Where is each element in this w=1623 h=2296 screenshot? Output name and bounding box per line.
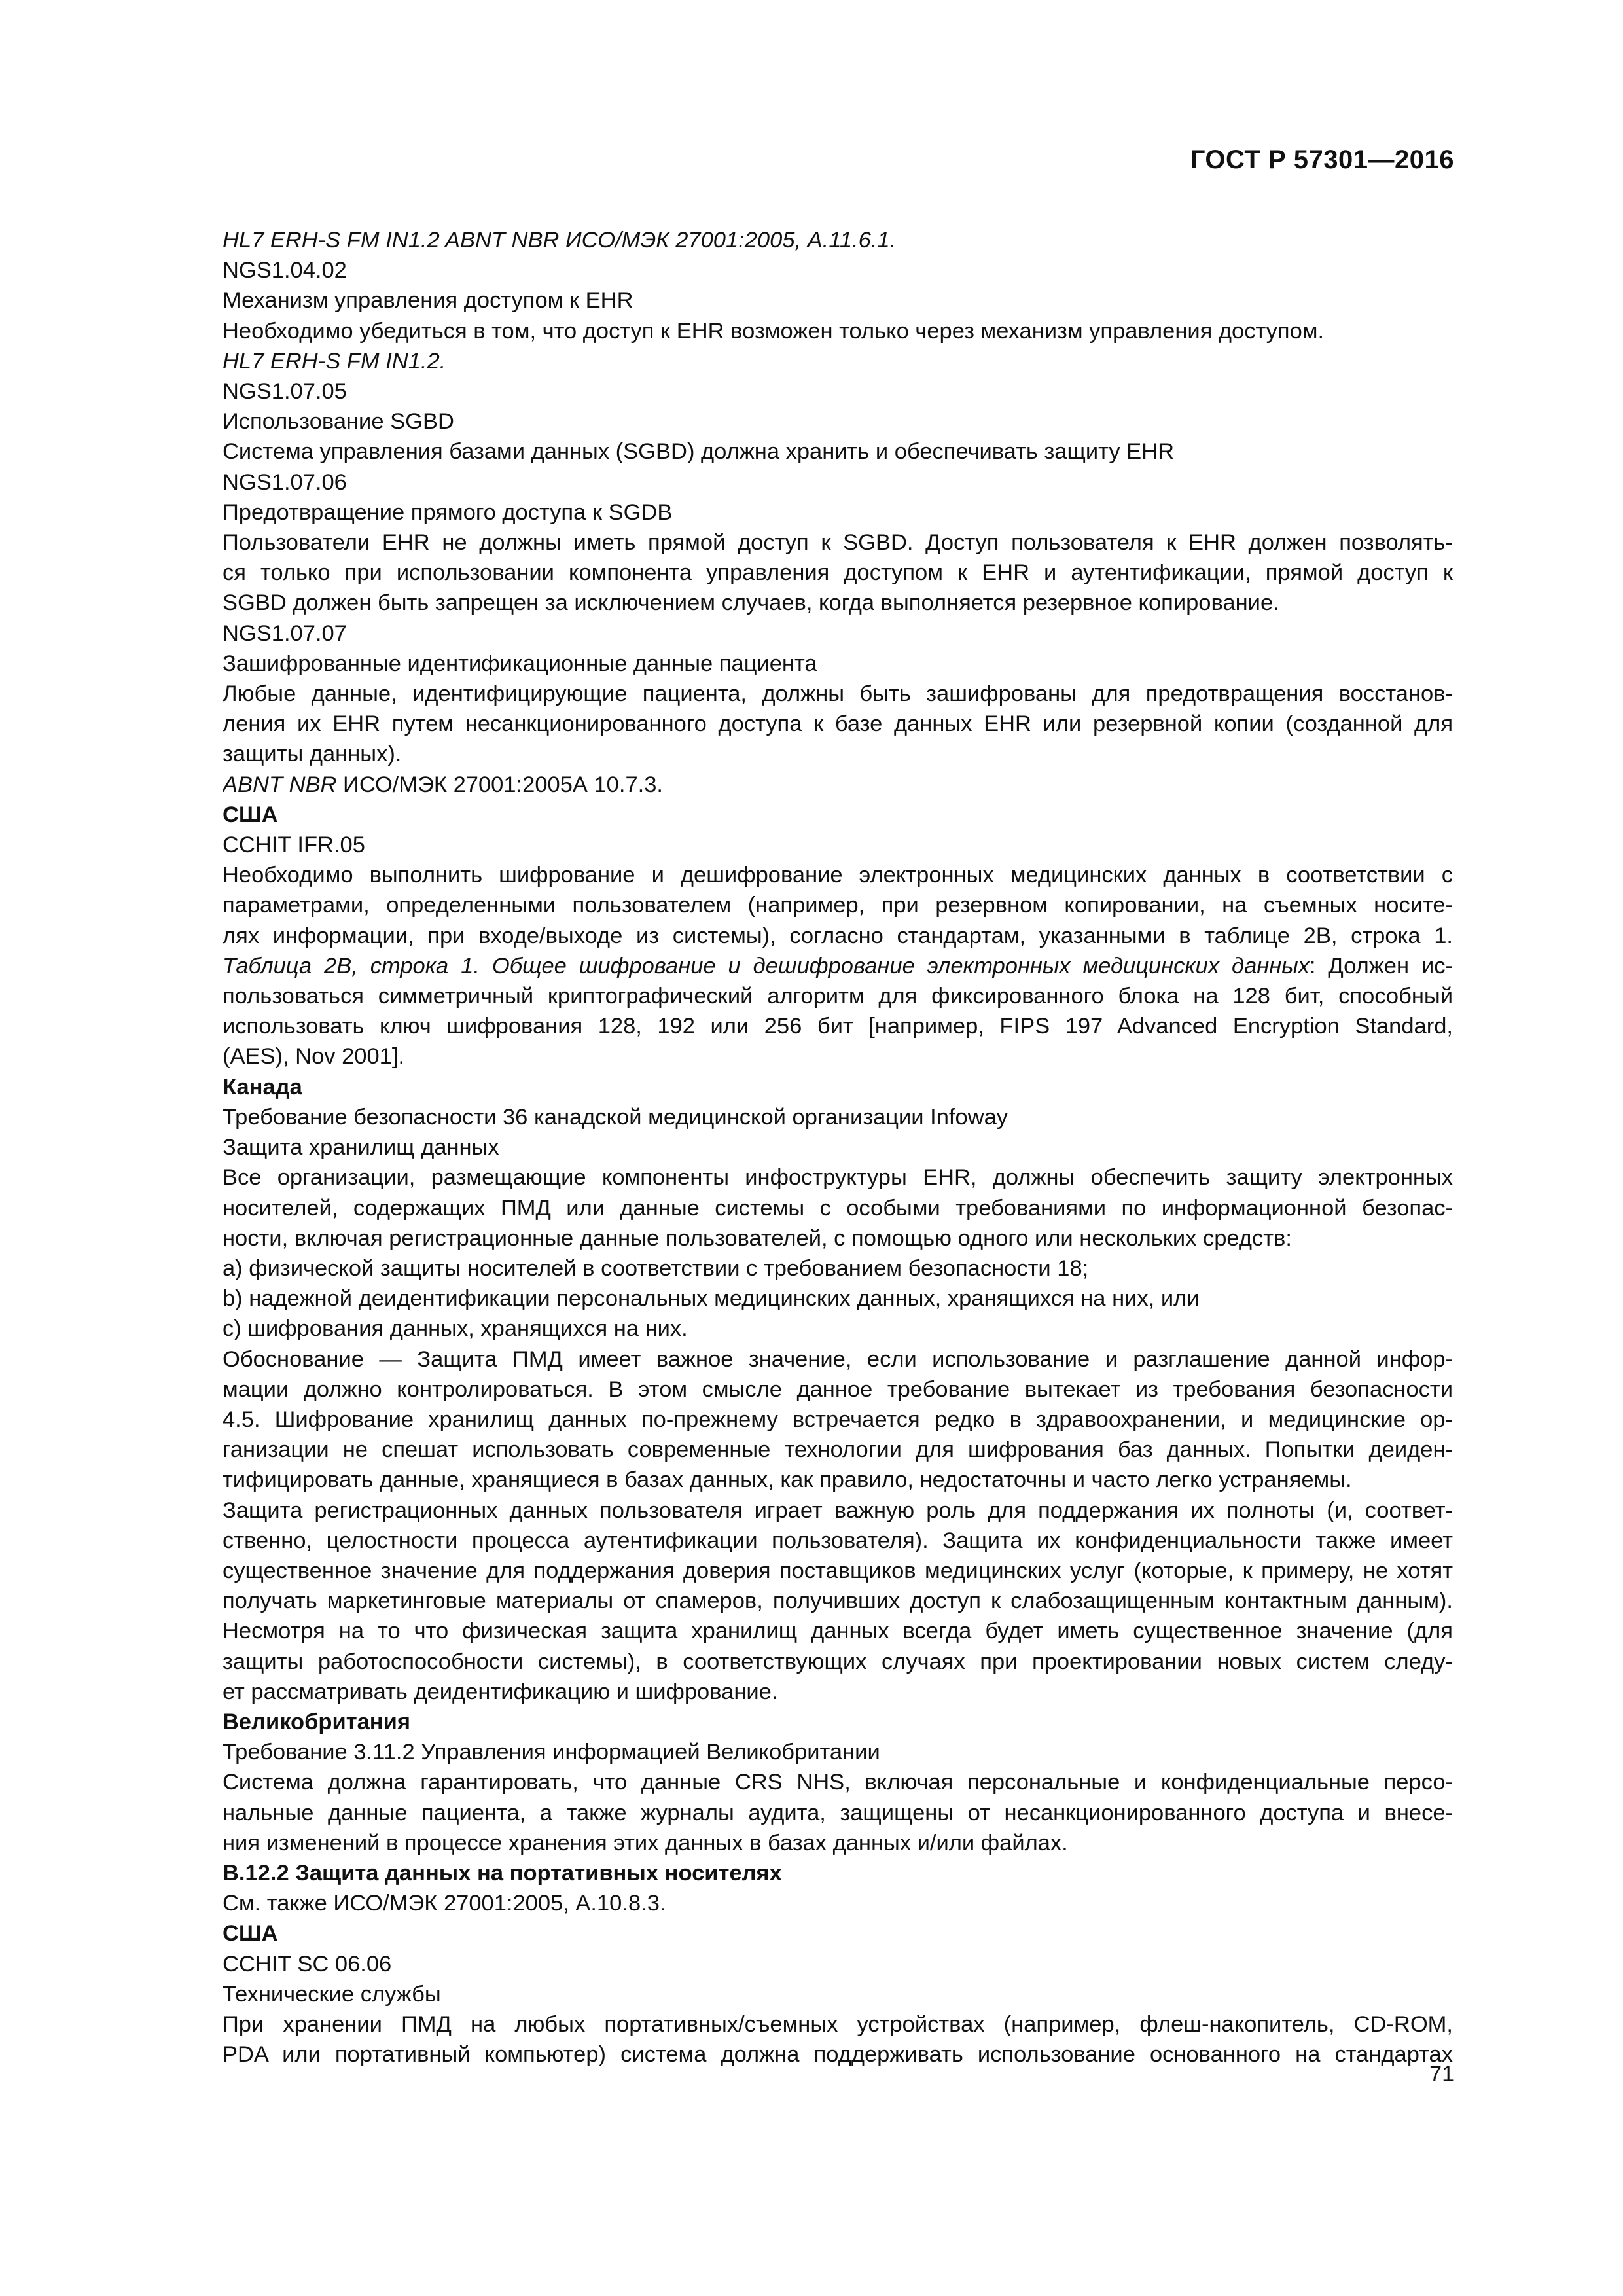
text-line xyxy=(223,1405,1453,1435)
text-segment: NGS1.07.05 xyxy=(223,379,347,404)
text-line xyxy=(223,1435,1453,1465)
text-line xyxy=(223,1767,1453,1797)
text-line xyxy=(223,1647,1453,1677)
text-line xyxy=(223,1556,1453,1586)
text-segment: CCHIT IFR.05 xyxy=(223,833,365,858)
text-line xyxy=(223,1979,1453,2009)
text-segment: 4.5. Шифрование хранилищ данных по-прежнему встречается редко в здравоохранении, и медицинские ор- xyxy=(223,1407,1453,1432)
text-line xyxy=(223,1314,1453,1344)
text-line xyxy=(223,528,1453,558)
text-segment: c) шифрования данных, хранящихся на них. xyxy=(223,1316,688,1342)
text-line xyxy=(223,1858,1453,1888)
text-segment: США xyxy=(223,802,278,827)
text-line xyxy=(223,1072,1453,1102)
text-line xyxy=(223,1888,1453,1918)
text-line xyxy=(223,709,1453,739)
text-line xyxy=(223,1223,1453,1253)
text-segment: Механизм управления доступом к EHR xyxy=(223,288,633,314)
text-line xyxy=(223,406,1453,437)
text-line xyxy=(223,467,1453,497)
text-line xyxy=(223,951,1453,981)
text-segment: HL7 ERH-S FM IN1.2. xyxy=(223,348,446,374)
text-segment: В.12.2 Защита данных на портативных носителях xyxy=(223,1860,782,1886)
text-segment: параметрами, определенными пользователем (например, при резервном копировании, на съемных носите- xyxy=(223,893,1453,918)
text-line xyxy=(223,346,1453,376)
text-line xyxy=(223,860,1453,890)
text-segment: CCHIT SC 06.06 xyxy=(223,1951,392,1977)
text-segment: b) надежной деидентификации персональных медицинских данных, хранящихся на них, или xyxy=(223,1286,1200,1312)
text-segment: Требование безопасности 36 канадской медицинской организации Infoway xyxy=(223,1104,1008,1130)
text-segment: ABNT NBR xyxy=(223,772,337,797)
text-segment: HL7 ERH-S FM IN1.2 ABNT NBR ИСО/МЭК 27001:2005, А.11.6.1. xyxy=(223,228,897,253)
text-segment: США xyxy=(223,1921,278,1946)
text-line xyxy=(223,1677,1453,1707)
text-line xyxy=(223,1828,1453,1858)
text-segment: Несмотря на то что физическая защита хранилищ данных всегда будет иметь существенное значение (для xyxy=(223,1619,1453,1644)
text-segment: лях информации, при входе/выходе из системы), согласно стандартам, указанными в таблице 2В, строка 1. xyxy=(223,923,1453,948)
text-line xyxy=(223,1526,1453,1556)
text-segment: Любые данные, идентифицирующие пациента, должны быть зашифрованы для предотвращения восстанов- xyxy=(223,681,1453,707)
text-line xyxy=(223,619,1453,649)
text-line xyxy=(223,1162,1453,1193)
text-segment: Требование 3.11.2 Управления информацией Великобритании xyxy=(223,1740,880,1765)
text-line xyxy=(223,1798,1453,1828)
text-segment: ния изменений в процессе хранения этих данных в базах данных и/или файлах. xyxy=(223,1830,1068,1856)
text-segment: защиты работоспособности системы), в соответствующих случаях при проектировании новых систем следу- xyxy=(223,1649,1453,1674)
text-segment: NGS1.07.07 xyxy=(223,620,347,646)
text-segment: существенное значение для поддержания доверия поставщиков медицинских услуг (которые, к примеру, не хотят xyxy=(223,1558,1453,1583)
text-line xyxy=(223,1949,1453,1979)
text-segment: Технические службы xyxy=(223,1981,441,2007)
text-segment: Использование SGBD xyxy=(223,409,454,435)
text-segment: Система должна гарантировать, что данные CRS NHS, включая персональные и конфиденциальные персо- xyxy=(223,1770,1453,1795)
text-segment: Защита регистрационных данных пользователя играет важную роль для поддержания их полноты (и, соответ- xyxy=(223,1498,1453,1523)
text-line xyxy=(223,1041,1453,1071)
text-line xyxy=(223,1102,1453,1132)
text-segment: ления их EHR путем несанкционированного доступа к базе данных EHR или резервной копии (созданной для xyxy=(223,711,1453,737)
text-segment: ИСО/МЭК 27001:2005А 10.7.3. xyxy=(336,772,663,797)
text-segment: PDA или портативный компьютер) система должна поддерживать использование основанного на стандартах xyxy=(223,2042,1453,2068)
text-segment: NGS1.04.02 xyxy=(223,258,347,283)
text-segment: Предотвращение прямого доступа к SGDB xyxy=(223,499,673,525)
text-line xyxy=(223,285,1453,315)
text-segment: получать маркетинговые материалы от спамеров, получивших доступ к слабозащищенным контактным данным). xyxy=(223,1588,1453,1614)
text-line xyxy=(223,255,1453,285)
text-line xyxy=(223,497,1453,528)
text-line xyxy=(223,316,1453,346)
text-line xyxy=(223,2009,1453,2039)
text-line xyxy=(223,2039,1453,2070)
text-segment: Защита хранилищ данных xyxy=(223,1135,499,1160)
document-body xyxy=(223,225,1453,2070)
text-line xyxy=(223,921,1453,951)
text-segment: : Должен ис- xyxy=(1309,953,1453,978)
text-segment: Обоснование — Защита ПМД имеет важное значение, если использование и разглашение данной инфор- xyxy=(223,1346,1453,1372)
page-number: 71 xyxy=(1429,2062,1454,2087)
text-segment: Пользователи EHR не должны иметь прямой доступ к SGBD. Доступ пользователя к EHR должен позволять- xyxy=(223,530,1453,556)
text-line xyxy=(223,1707,1453,1737)
text-line xyxy=(223,1918,1453,1948)
text-line xyxy=(223,1374,1453,1405)
text-line xyxy=(223,679,1453,709)
text-segment: SGBD должен быть запрещен за исключением случаев, когда выполняется резервное копирование. xyxy=(223,590,1279,616)
text-line xyxy=(223,376,1453,406)
text-line xyxy=(223,890,1453,920)
text-line xyxy=(223,437,1453,467)
text-segment: ганизации не спешат использовать современные технологии для шифрования баз данных. Попытки деиден- xyxy=(223,1437,1453,1463)
text-segment: См. также ИСО/МЭК 27001:2005, А.10.8.3. xyxy=(223,1891,666,1916)
text-segment: мации должно контролироваться. В этом смысле данное требование вытекает из требования безопасности xyxy=(223,1376,1453,1402)
text-segment: NGS1.07.06 xyxy=(223,469,347,495)
text-segment: Система управления базами данных (SGBD) должна хранить и обеспечивать защиту EHR xyxy=(223,439,1175,465)
text-line xyxy=(223,1586,1453,1616)
text-segment: использовать ключ шифрования 128, 192 или 256 бит [например, FIPS 197 Advanced Encryption Standard, xyxy=(223,1014,1453,1039)
text-segment: Канада xyxy=(223,1074,302,1100)
text-segment: пользоваться симметричный криптографический алгоритм для фиксированного блока на 128 бит, способный xyxy=(223,984,1453,1009)
text-line xyxy=(223,981,1453,1011)
text-segment: ся только при использовании компонента управления доступом к EHR и аутентификации, прямой доступ к xyxy=(223,560,1453,586)
text-segment: Зашифрованные идентификационные данные пациента xyxy=(223,651,817,676)
text-segment: a) физической защиты носителей в соответствии с требованием безопасности 18; xyxy=(223,1255,1089,1281)
text-line xyxy=(223,1283,1453,1314)
text-segment: защиты данных). xyxy=(223,742,402,767)
text-segment: ности, включая регистрационные данные пользователей, с помощью одного или нескольких средств: xyxy=(223,1225,1292,1251)
text-line xyxy=(223,1011,1453,1041)
text-line xyxy=(223,1344,1453,1374)
text-segment: ет рассматривать деидентификацию и шифрование. xyxy=(223,1679,778,1704)
text-segment: Таблица 2В, строка 1. Общее шифрование и дешифрование электронных медицинских данных xyxy=(223,953,1310,978)
text-segment: нальные данные пациента, а также журналы аудита, защищены от несанкционированного доступа и внесе- xyxy=(223,1800,1453,1825)
text-line xyxy=(223,588,1453,618)
text-segment: (AES), Nov 2001]. xyxy=(223,1044,405,1069)
text-segment: Необходимо убедиться в том, что доступ к EHR возможен только через механизм управления доступом. xyxy=(223,318,1325,344)
text-line xyxy=(223,830,1453,860)
text-segment: тифицировать данные, хранящиеся в базах данных, как правило, недостаточны и часто легко устраняемы. xyxy=(223,1467,1352,1493)
text-segment: Необходимо выполнить шифрование и дешифрование электронных медицинских данных в соответствии с xyxy=(223,863,1453,888)
text-line xyxy=(223,800,1453,830)
text-segment: Все организации, размещающие компоненты инфоструктуры EHR, должны обеспечить защиту электронных xyxy=(223,1165,1453,1191)
text-line xyxy=(223,1496,1453,1526)
text-line xyxy=(223,1465,1453,1495)
text-segment: носителей, содержащих ПМД или данные системы с особыми требованиями по информационной безопас- xyxy=(223,1195,1453,1221)
text-line xyxy=(223,225,1453,255)
text-line xyxy=(223,1616,1453,1646)
text-segment: При хранении ПМД на любых портативных/съемных устройствах (например, флеш-накопитель, CD-ROM, xyxy=(223,2011,1453,2037)
text-line xyxy=(223,1132,1453,1162)
text-line xyxy=(223,739,1453,769)
text-line xyxy=(223,1193,1453,1223)
standard-number-header: ГОСТ Р 57301—2016 xyxy=(1190,145,1454,174)
text-segment: ственно, целостности процесса аутентификации пользователя). Защита их конфиденциальности также имеет xyxy=(223,1528,1453,1553)
text-line xyxy=(223,1253,1453,1283)
text-line xyxy=(223,1737,1453,1767)
text-line xyxy=(223,770,1453,800)
text-line xyxy=(223,649,1453,679)
text-segment: Великобритания xyxy=(223,1709,410,1734)
text-line xyxy=(223,558,1453,588)
